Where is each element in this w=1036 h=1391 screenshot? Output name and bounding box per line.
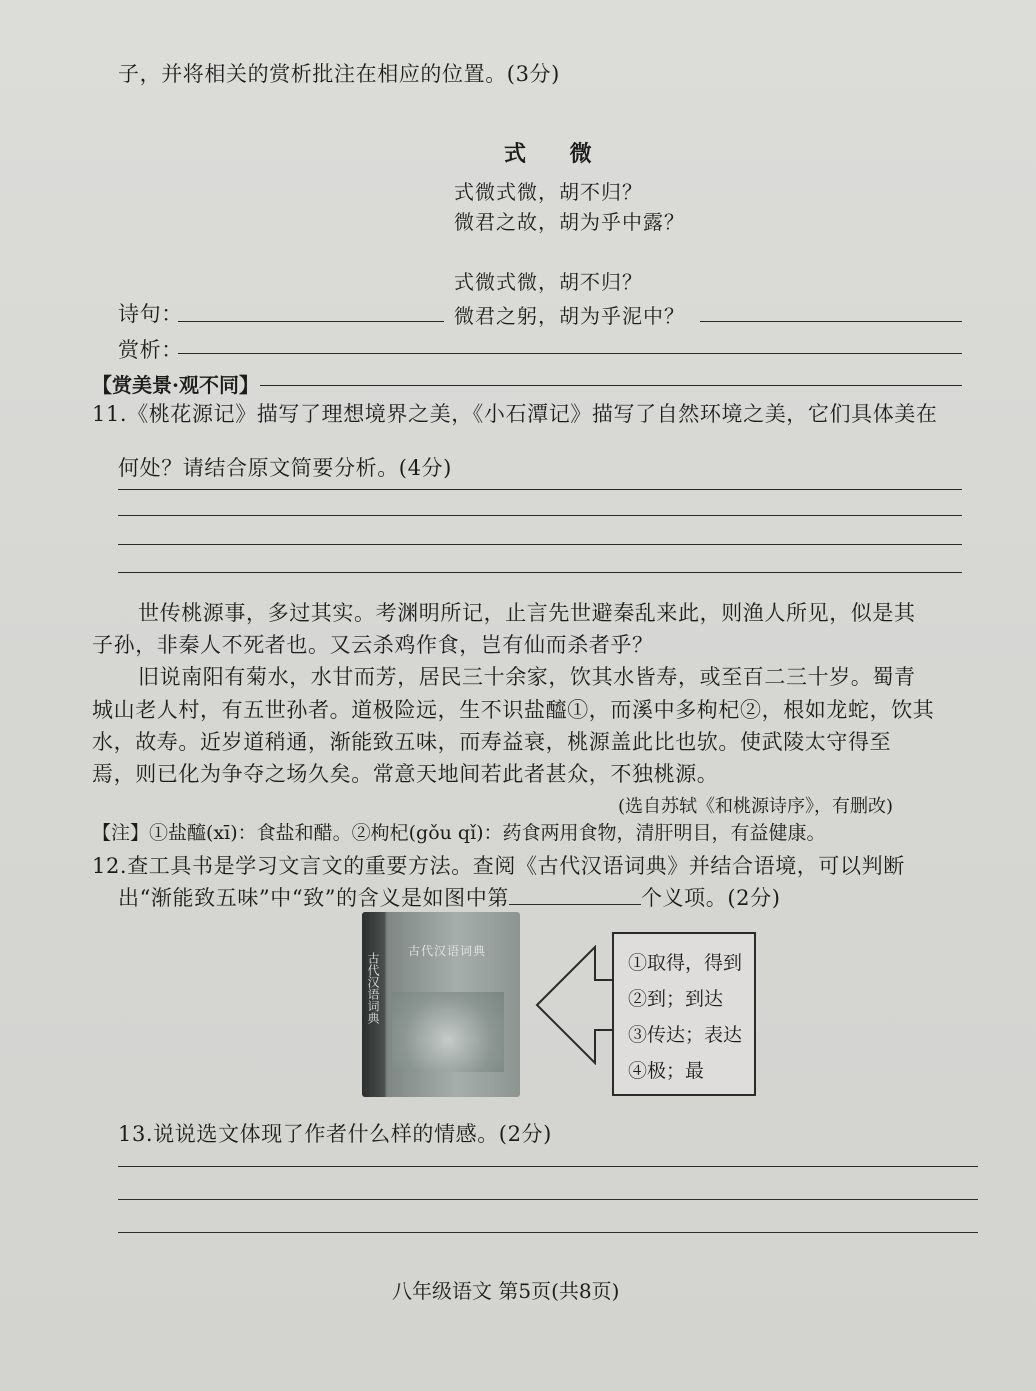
analysis-answer-label: 赏析： <box>118 338 183 362</box>
book-cover-illustration <box>392 992 504 1072</box>
annotation-note: 【注】①盐醯(xī)：食盐和醋。②枸杞(gǒu qǐ)：药食两用食物，清肝明目，有益健康。 <box>92 822 826 844</box>
answer-line[interactable] <box>118 1199 978 1200</box>
question-12-text: 12.查工具书是学习文言文的重要方法。查阅《古代汉语词典》并结合语境，可以判断 <box>92 854 905 878</box>
section-heading: 【赏美景·观不同】 <box>92 373 259 397</box>
question-12-score: 个义项。(2分) <box>640 886 781 910</box>
book-spine-title: 古代汉语词典 <box>366 952 380 1024</box>
book-cover-title: 古代汉语词典 <box>408 944 487 958</box>
answer-line[interactable] <box>118 544 962 545</box>
passage-line: 城山老人村，有五世孙者。道极险远，生不识盐醯①，而溪中多枸杞②，根如龙蛇，饮其 <box>92 698 935 722</box>
answer-line[interactable] <box>118 489 962 490</box>
answer-line[interactable] <box>118 1232 978 1233</box>
poem-title: 式 微 <box>504 141 610 167</box>
passage-line: 世传桃源事，多过其实。考渊明所记，止言先世避秦乱来此，则渔人所见，似是其 <box>138 601 916 625</box>
dictionary-entry: ④极；最 <box>628 1060 705 1082</box>
poem-verse: 微君之躬，胡为乎泥中？ <box>454 304 685 328</box>
passage-line: 旧说南阳有菊水，水甘而芳，居民三十余家，饮其水皆寿，或至百二三十岁。蜀青 <box>138 665 916 689</box>
dictionary-entries-box <box>612 932 756 1096</box>
answer-line[interactable] <box>118 1166 978 1167</box>
answer-line[interactable] <box>118 515 962 516</box>
analysis-answer-line[interactable] <box>260 385 962 386</box>
poem-verse: 式微式微，胡不归？ <box>454 180 643 204</box>
verse-answer-line[interactable] <box>178 321 444 322</box>
dictionary-entry: ①取得，得到 <box>628 952 743 974</box>
passage-line: 子孙，非秦人不死者也。又云杀鸡作食，岂有仙而杀者乎？ <box>92 633 654 657</box>
passage-line: 焉，则已化为争夺之场久矣。常意天地间若此者甚众，不独桃源。 <box>92 762 719 786</box>
answer-line[interactable] <box>118 572 962 573</box>
question-11-text: 何处？请结合原文简要分析。(4分) <box>118 456 452 480</box>
page-footer: 八年级语文 第5页(共8页) <box>392 1279 620 1303</box>
poem-verse: 式微式微，胡不归？ <box>454 270 643 294</box>
fill-in-blank[interactable] <box>509 886 641 905</box>
question-12-prompt: 出“渐能致五味”中“致”的含义是如图中第 <box>118 886 509 910</box>
passage-line: 水，故寿。近岁道稍通，渐能致五味，而寿益衰，桃源盖此比也欤。使武陵太守得至 <box>92 730 892 754</box>
passage-source: (选自苏轼《和桃源诗序》，有删改) <box>618 796 894 817</box>
poem-verse: 微君之故，胡为乎中露？ <box>454 210 685 234</box>
verse-answer-line[interactable] <box>700 321 962 322</box>
question-13-text: 13.说说选文体现了作者什么样的情感。(2分) <box>118 1122 552 1146</box>
left-arrow-icon <box>535 945 615 1065</box>
question-12-text <box>118 882 781 912</box>
dictionary-entry: ③传达；表达 <box>628 1024 743 1046</box>
dictionary-entry: ②到；到达 <box>628 988 724 1010</box>
question-10-instruction: 子，并将相关的赏析批注在相应的位置。(3分) <box>118 62 560 86</box>
dictionary-book-image <box>362 912 520 1097</box>
question-11-text: 11.《桃花源记》描写了理想境界之美，《小石潭记》描写了自然环境之美，它们具体美在 <box>92 402 938 426</box>
verse-answer-label: 诗句： <box>118 302 183 326</box>
analysis-answer-line[interactable] <box>178 353 962 354</box>
